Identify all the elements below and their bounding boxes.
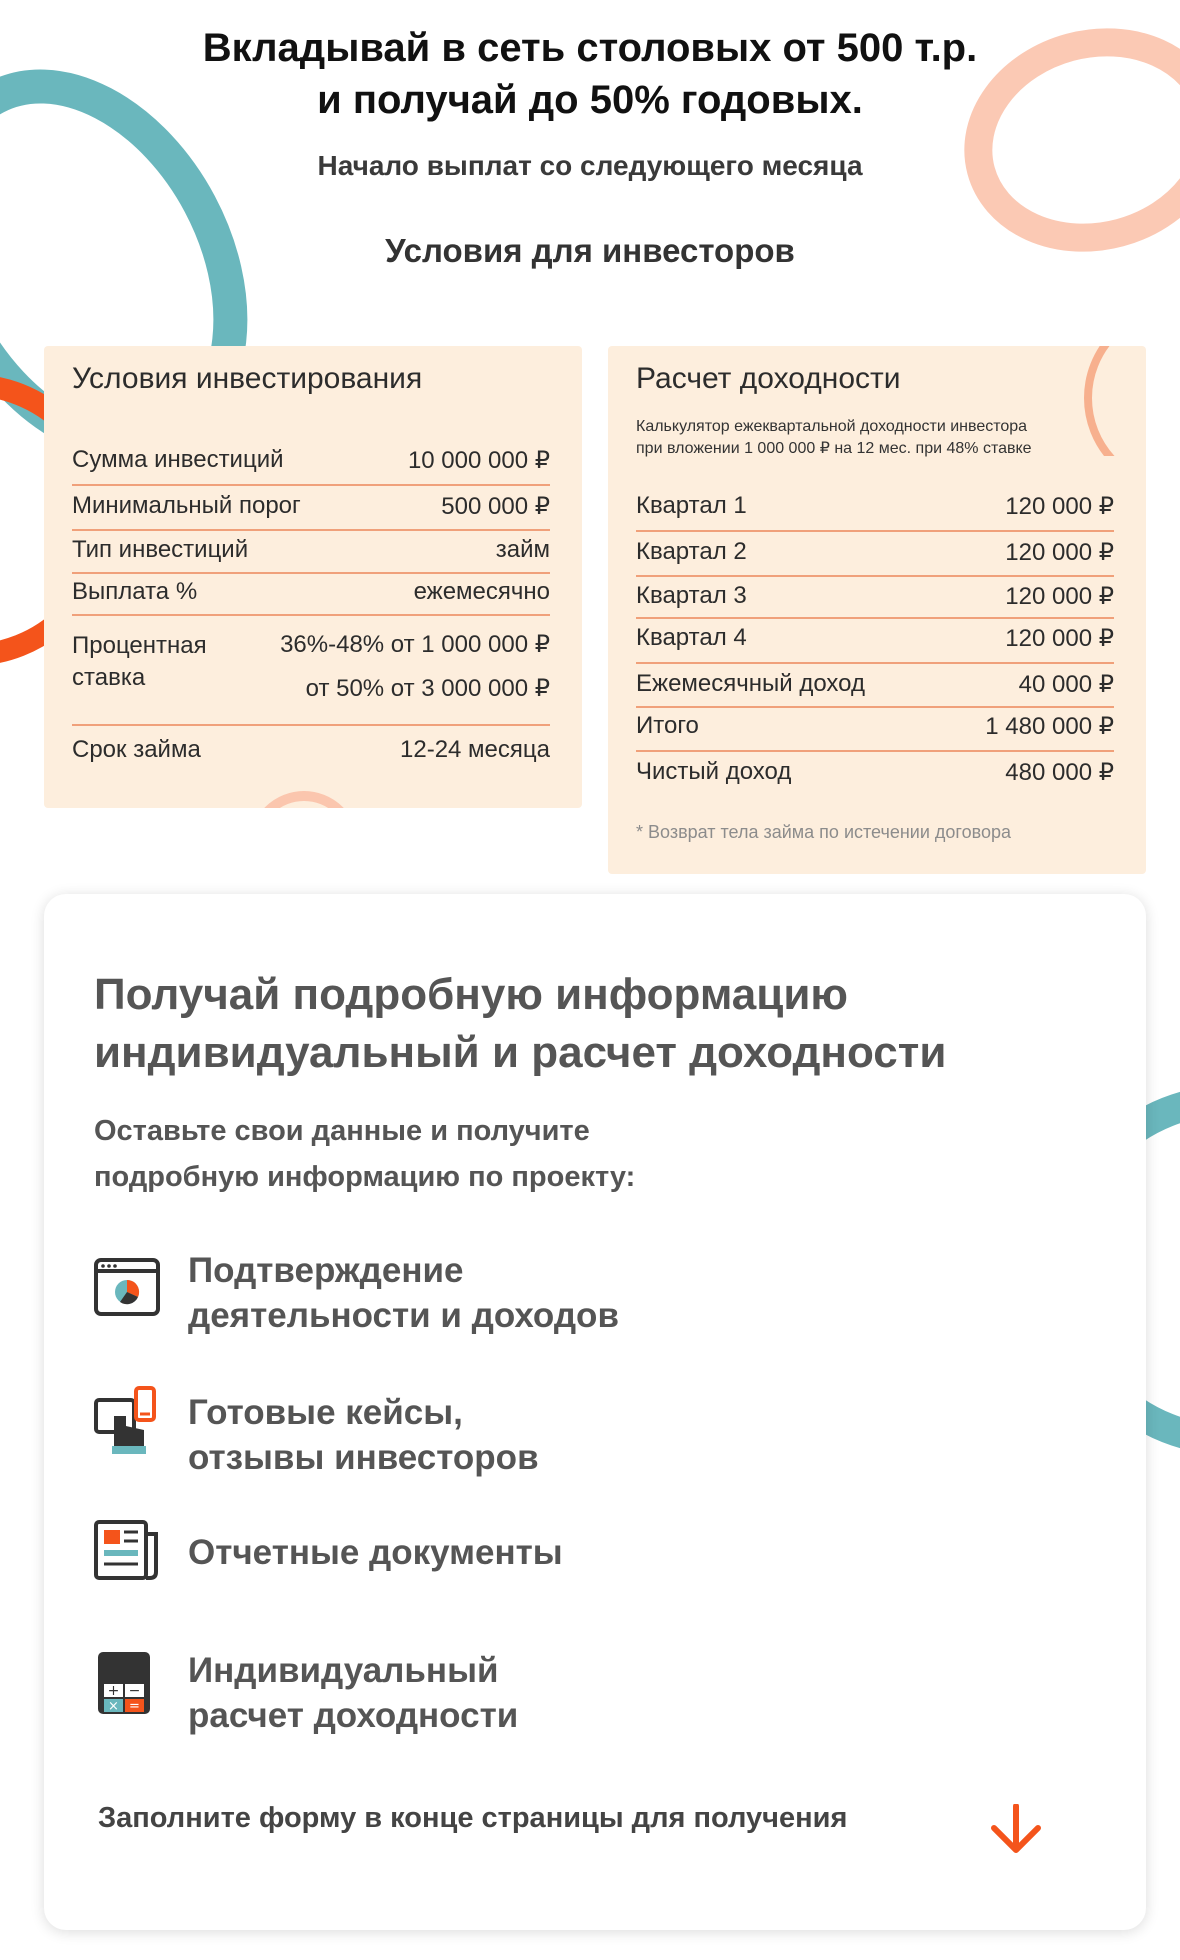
calc-row-label: Чистый доход (636, 758, 792, 785)
lead-subtitle-line-2: подробную информацию по проекту: (94, 1161, 636, 1193)
rate-value-2: от 50% от 3 000 000 ₽ (305, 675, 550, 702)
calc-row-label: Ежемесячный доход (636, 670, 865, 697)
calc-row-value: 120 000 ₽ (1005, 583, 1114, 610)
calculator-icon (92, 1648, 162, 1718)
calc-row-label: Квартал 3 (636, 582, 747, 609)
lead-info-card (44, 894, 1146, 1930)
orange-arc-decoration (1078, 346, 1146, 456)
calc-row-value: 480 000 ₽ (1005, 759, 1114, 786)
terms-row-label: Тип инвестиций (72, 536, 249, 563)
browser-chart-icon (92, 1254, 162, 1324)
terms-row-value: займ (495, 536, 550, 563)
feature-line-1: Готовые кейсы, (188, 1393, 463, 1432)
feature-line-2: расчет доходности (188, 1696, 519, 1735)
svg-text:−: − (128, 1683, 141, 1699)
lead-title-line-2: индивидуальный и расчет доходности (94, 1028, 947, 1077)
feature-line-1: Индивидуальный (188, 1651, 499, 1690)
feature-line-2: отзывы инвесторов (188, 1438, 539, 1477)
terms-row-label: Минимальный порог (72, 492, 301, 519)
calc-subtitle-line-1: Калькулятор ежеквартальной доходности инвестора (636, 418, 1028, 435)
row-divider (636, 662, 1114, 664)
lead-subtitle-line-1: Оставьте свои данные и получите (94, 1115, 590, 1147)
lead-title-line-1: Получай подробную информацию (94, 970, 848, 1019)
lead-title (94, 966, 946, 1082)
section-title: Условия для инвесторов (385, 232, 795, 269)
terms-row-value: ежемесячно (413, 578, 550, 605)
row-divider (72, 572, 550, 574)
headline (0, 22, 1180, 126)
feature-text (188, 1390, 539, 1480)
row-divider (636, 750, 1114, 752)
terms-row-value: 500 000 ₽ (441, 493, 550, 520)
row-divider (72, 529, 550, 531)
rate-value-1: 36%-48% от 1 000 000 ₽ (280, 631, 550, 658)
feature-text (188, 1530, 563, 1575)
row-divider (636, 575, 1114, 577)
terms-row-value: 10 000 000 ₽ (407, 447, 550, 474)
terms-card-title: Условия инвестирования (72, 362, 423, 395)
calc-card-subtitle (636, 416, 1032, 460)
subline: Начало выплат со следующего месяца (317, 150, 863, 181)
row-divider (72, 484, 550, 486)
row-divider (72, 724, 550, 726)
lead-subtitle (94, 1108, 635, 1200)
calc-row-label: Квартал 2 (636, 538, 747, 565)
calc-card-title: Расчет доходности (636, 362, 901, 395)
calc-row-label: Итого (636, 712, 699, 739)
touch-phone-icon (92, 1386, 162, 1456)
yield-calculation-card (608, 346, 1146, 874)
feature-text (188, 1648, 518, 1738)
calc-row-label: Квартал 4 (636, 624, 747, 651)
svg-text:×: × (108, 1699, 119, 1714)
row-divider (72, 614, 550, 616)
feature-line-2: деятельности и доходов (188, 1296, 619, 1335)
calc-row-value: 120 000 ₽ (1005, 539, 1114, 566)
rate-label-line-2: ставка (72, 664, 146, 691)
svg-text:=: = (129, 1699, 140, 1714)
feature-line-1: Подтверждение (188, 1251, 464, 1290)
newspaper-icon (92, 1516, 162, 1586)
terms-row-label: Выплата % (72, 578, 198, 605)
peach-arc-decoration (224, 766, 384, 808)
calc-subtitle-line-2: при вложении 1 000 000 ₽ на 12 мес. при 48% ставке (636, 440, 1032, 457)
terms-row-rate (72, 630, 550, 710)
feature-text (188, 1248, 619, 1338)
svg-text:+: + (107, 1683, 120, 1699)
terms-row-label: Срок займа (72, 736, 201, 763)
headline-line-1: Вкладывай в сеть столовых от 500 т.р. (202, 26, 978, 70)
row-divider (636, 706, 1114, 708)
headline-line-2: и получай до 50% годовых. (317, 78, 863, 122)
row-divider (636, 530, 1114, 532)
terms-row-value: 12-24 месяца (400, 736, 550, 763)
calc-row-value: 40 000 ₽ (1018, 671, 1114, 698)
investment-terms-card (44, 346, 582, 808)
terms-row-label: Сумма инвестиций (72, 446, 284, 473)
rate-label-line-1: Процентная (72, 632, 207, 659)
cta-text[interactable]: Заполните форму в конце страницы для получения (98, 1802, 848, 1834)
feature-line-1: Отчетные документы (188, 1533, 563, 1572)
calc-footnote: * Возврат тела займа по истечении договора (636, 822, 1011, 842)
calc-row-value: 120 000 ₽ (1005, 493, 1114, 520)
calc-row-label: Квартал 1 (636, 492, 747, 519)
terms-row-label (72, 630, 207, 694)
arrow-down-icon[interactable] (986, 1804, 1046, 1854)
row-divider (636, 617, 1114, 619)
calc-row-value: 1 480 000 ₽ (985, 713, 1114, 740)
calc-row-value: 120 000 ₽ (1005, 625, 1114, 652)
